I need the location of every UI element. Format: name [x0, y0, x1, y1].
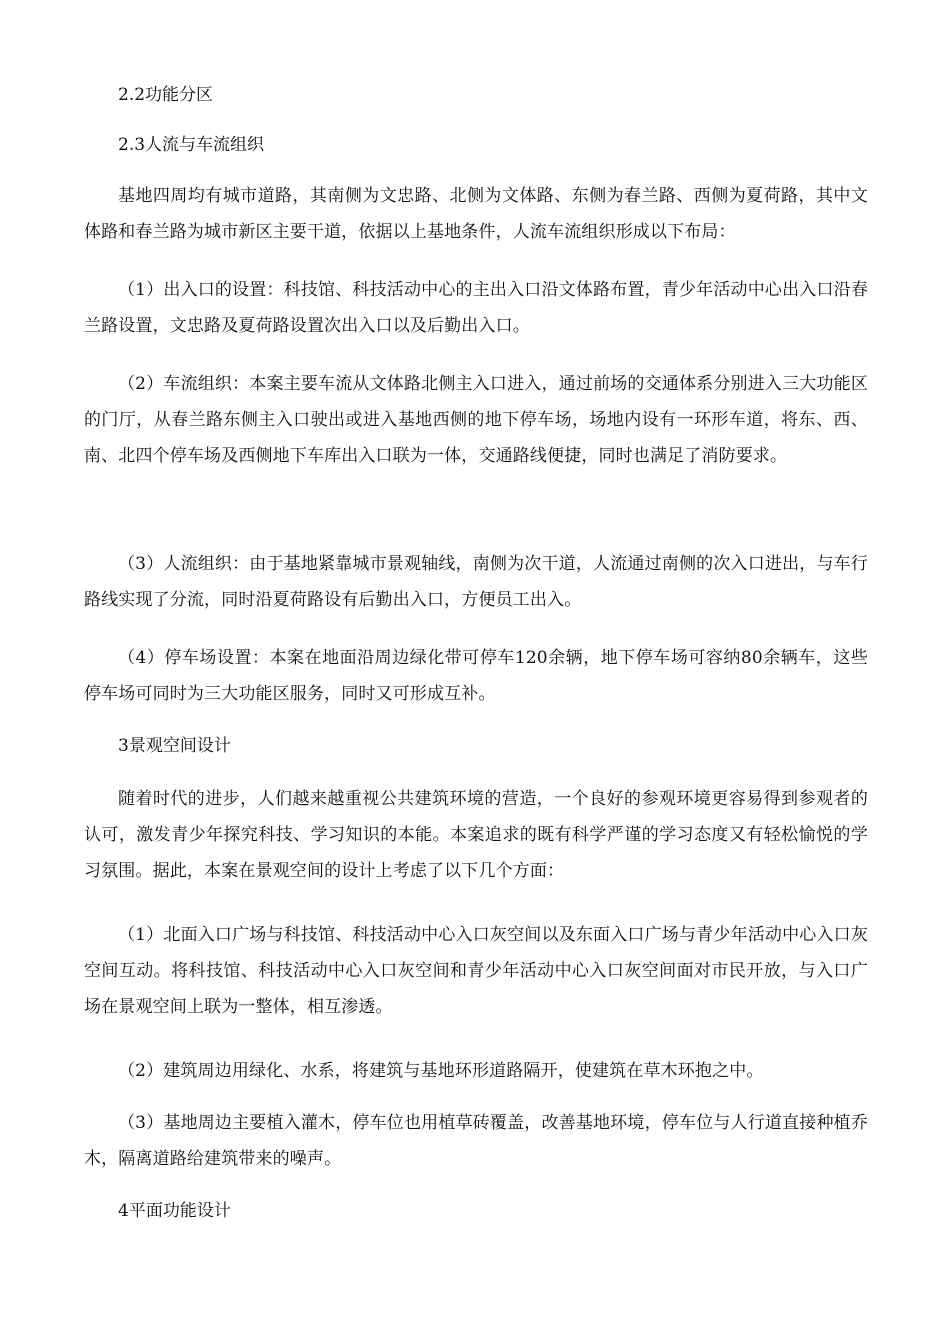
- list-item-pedestrian-flow: （3）人流组织：由于基地紧靠城市景观轴线，南侧为次干道，人流通过南侧的次入口进出，与车行路线实现了分流，同时沿夏荷路设有后勤出入口，方便员工出入。: [84, 554, 868, 610]
- list-item-vehicle-flow: （2）车流组织：本案主要车流从文体路北侧主入口进入，通过前场的交通体系分别进入三大功能区的门厅，从春兰路东侧主入口驶出或进入基地西侧的地下停车场，场地内设有一环形车道，将东、西、南、北四个停车场及西侧地下车库出入口联为一体，交通路线便捷，同时也满足了消防要求。: [84, 374, 868, 466]
- section-heading-2-3: 2.3人流与车流组织: [118, 135, 265, 155]
- list-item-parking: （4）停车场设置：本案在地面沿周边绿化带可停车120余辆，地下停车场可容纳80余辆车，这些停车场可同时为三大功能区服务，同时又可形成互补。: [84, 648, 868, 704]
- paragraph-site-roads: 基地四周均有城市道路，其南侧为文忠路、北侧为文体路、东侧为春兰路、西侧为夏荷路，其中文体路和春兰路为城市新区主要干道，依据以上基地条件，人流车流组织形成以下布局：: [84, 186, 868, 242]
- section-heading-2-2: 2.2功能分区: [118, 85, 214, 105]
- list-item-entrances: （1）出入口的设置：科技馆、科技活动中心的主出入口沿文体路布置，青少年活动中心出入口沿春兰路设置，文忠路及夏荷路设置次出入口以及后勤出入口。: [84, 280, 868, 336]
- section-heading-3: 3景观空间设计: [118, 736, 231, 756]
- list-item-landscape-greenery: （2）建筑周边用绿化、水系，将建筑与基地环形道路隔开，使建筑在草木环抱之中。: [118, 1061, 764, 1081]
- paragraph-landscape-intro: 随着时代的进步，人们越来越重视公共建筑环境的营造，一个良好的参观环境更容易得到参观者的认可，激发青少年探究科技、学习知识的本能。本案追求的既有科学严谨的学习态度又有轻松愉悦的学习氛围。据此，本案在景观空间的设计上考虑了以下几个方面：: [84, 789, 868, 881]
- list-item-landscape-entrance: （1）北面入口广场与科技馆、科技活动中心入口灰空间以及东面入口广场与青少年活动中心入口灰空间互动。将科技馆、科技活动中心入口灰空间和青少年活动中心入口灰空间面对市民开放，与入口广场在景观空间上联为一整体，相互渗透。: [84, 925, 868, 1017]
- section-heading-4: 4平面功能设计: [118, 1201, 231, 1221]
- list-item-landscape-planting: （3）基地周边主要植入灌木，停车位也用植草砖覆盖，改善基地环境，停车位与人行道直接种植乔木，隔离道路给建筑带来的噪声。: [84, 1113, 868, 1169]
